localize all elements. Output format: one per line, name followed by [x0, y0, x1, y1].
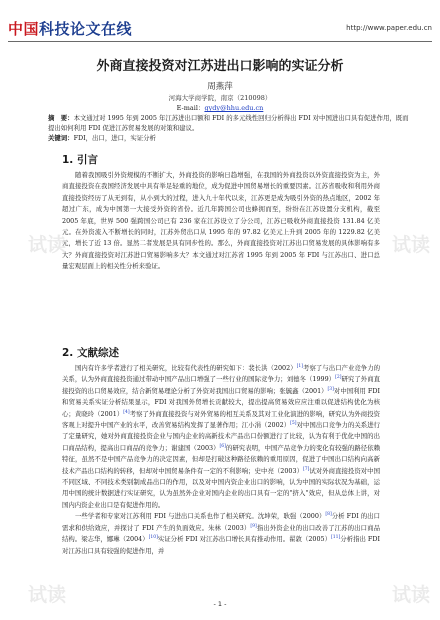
- paragraph-text: 对中国出口竞争力的关系进行了定量研究，她对外商直接投资企业与国内企业的高新技术产品出口份额进行了比较，认为有利于优化中国的出口商品结构，提高出口商品的竞争力；谢建国（2003）: [62, 421, 381, 452]
- paragraph-text: 实证分析 FDI 对江苏出口增长具有推动作用。翟敦（2005）: [157, 535, 332, 544]
- logo-part-1: 中国: [8, 20, 40, 38]
- paragraph-text: 分析 FDI 的出口需求和供给效应，并探讨了 FDI 产生的负面效应。朱林（2003）: [62, 512, 380, 532]
- abstract-text: 本文通过对 1995 年到 2005 年江苏进出口额和 FDI 的多元线性回归分析得出 FDI 对中国进出口具有促进作用，既而提出如何利用 FDI 促进江苏贸易发展的对策和建议。: [48, 114, 409, 132]
- email-line: [0, 103, 440, 112]
- abstract-label: 摘 要：: [48, 114, 74, 122]
- paragraph-text: 分析指出 FDI 对江苏出口具有较强的促进作用，并: [62, 535, 380, 555]
- section-heading-introduction: 1. 引言: [62, 154, 98, 166]
- citation-ref[interactable]: [7]: [303, 466, 310, 472]
- citation-ref[interactable]: [5]: [290, 420, 297, 426]
- author-name: 周燕萍: [207, 82, 233, 92]
- citation-ref[interactable]: [3]: [327, 386, 334, 392]
- watermark: 试读: [28, 234, 67, 256]
- paragraph-text: 研究了外商直接投资的出口贸易效应，结合新贸易理论分析了外资对我国出口贸易的影响；张毓鑫（2001）: [62, 375, 381, 395]
- introduction-body: [62, 170, 380, 273]
- paragraph: [62, 511, 380, 557]
- paragraph-text: 考察了外商直接投资与对外贸易的相互关系及其对工业化演进的影响，研究认为外商投资客观上对提升中国产业的水平，改善贸易结构发挥了显著作用；江小涓（2002）: [62, 409, 381, 430]
- page-header: [8, 18, 432, 40]
- author-affiliation: 河海大学商学院，南京（210098）: [168, 94, 272, 102]
- paragraph-text: 随着我国吸引外资规模的不断扩大，外商投资的影响日趋增强，在我国的外商投资以外资直接投资为主，外商直接投资在我国经济发展中具有举足轻重的地位，成为促进中国贸易增长的重要因素。江苏省吸收和利用外商直接投资经历了从无到有，从小到大的过程，进入九十年代以来，江苏更是成为吸引外资的热点地区，2002 年超过广东，成为中国第一大接受外资的省份。近几年跨国公司也蜂拥而至，纷纷在江苏设置分支机构，截至 2005 年底，世界 500 强跨国公司已有 236 家在江苏设立了分公司，江苏已吸收外商直接投资 131.84 亿美元。在外资流入不断增长的同时，江苏外贸出口从 1995 年的 97.82 亿美元上升到 2005 年的 1229.82 亿美元，增长了近 13 倍。显然二者发展是具有同步性的。那么，外商直接投资对江苏出口贸易发展的具体影响有多大？外商直接投资对江苏进口贸易影响多大？本文通过对江苏省 1995 年到 2005 年 FDI 与江苏出口、进口总量宏观层面上的相关性分析来验证。: [62, 171, 380, 271]
- page-number: - 1 -: [213, 600, 227, 608]
- paragraph-text: 试对外商直接投资对中国不同区域、不同技术类别制成品出口的作用，以及对中国内资企业出口的影响，认为中国的实际状况为基础，运用中国的统计数据进行实证研究，认为虽然外企业对国内企业的出口具有一定的"挤入"效应，但从总体上讲，对国内内资企业出口是有促进作用的。: [62, 466, 380, 509]
- citation-ref[interactable]: [4]: [123, 409, 130, 415]
- paragraph-text: 对中国利用 FDI 和贸易关系实证分析结果显示，FDI 对我国外贸增长贡献较大，提出提高贸易效应应注重以促进结构优化为核心；黄晓玲（2001）: [62, 386, 380, 418]
- keywords: [48, 133, 412, 143]
- paragraph-text: 考察了与出口产业竞争力的关系，认为外商直接投资通过带动中国产品出口增强了一些行业的国际竞争力；刘德冬（1999）: [62, 364, 380, 384]
- paragraph-text: 的研究表明，中国产品竞争力的变化有较强的路径依赖特征，虽然不是中国产品竞争力的决定因素，但却是打破这种路径依赖的重用原因，促进了中国出口结构向高新技术产品出口结构的转移，但却对中国贸易条件有一定的不利影响；史中亮（2003）: [62, 443, 381, 475]
- keywords-label: 关键词：: [48, 134, 74, 142]
- citation-ref[interactable]: [8]: [325, 512, 332, 518]
- watermark: 试读: [28, 584, 67, 606]
- header-divider: [8, 41, 432, 42]
- citation-ref[interactable]: [1]: [296, 363, 303, 369]
- citation-ref[interactable]: [6]: [219, 443, 226, 449]
- paper-title: 外商直接投资对江苏进出口影响的实证分析: [96, 59, 344, 74]
- site-url[interactable]: http://www.paper.edu.cn: [346, 24, 432, 32]
- citation-ref[interactable]: [9]: [250, 523, 257, 529]
- literature-review-body: [62, 363, 380, 557]
- citation-ref[interactable]: [10]: [148, 534, 158, 540]
- watermark: 试读: [392, 584, 431, 606]
- abstract: [48, 113, 412, 133]
- citation-ref[interactable]: [11]: [331, 534, 341, 540]
- paragraph: [62, 170, 380, 273]
- paragraph-text: 国内有许多学者进行了相关研究，比较有代表性的研究如下：裴长洪（2002）: [75, 364, 297, 372]
- citation-ref[interactable]: [2]: [335, 375, 342, 381]
- site-logo[interactable]: [8, 18, 132, 39]
- email-label: E-mail：: [176, 104, 205, 112]
- paragraph-text: 指出外资企业的出口改善了江苏的出口商品结构。梁志华，娜琳（2004）: [62, 523, 380, 544]
- paragraph-text: 一些学者和专家对江苏利用 FDI 与进出口关系也作了相关研究。沈坤荣，耿强（2000）: [75, 512, 326, 521]
- logo-part-2: 科技论文在线: [39, 20, 133, 38]
- email-link[interactable]: gydy@hhu.edu.cn: [204, 104, 264, 112]
- watermark: 试读: [392, 234, 431, 256]
- section-heading-literature-review: 2. 文献综述: [62, 347, 119, 359]
- keywords-text: FDI，出口，进口，实证分析: [73, 134, 156, 142]
- paragraph: [62, 363, 380, 511]
